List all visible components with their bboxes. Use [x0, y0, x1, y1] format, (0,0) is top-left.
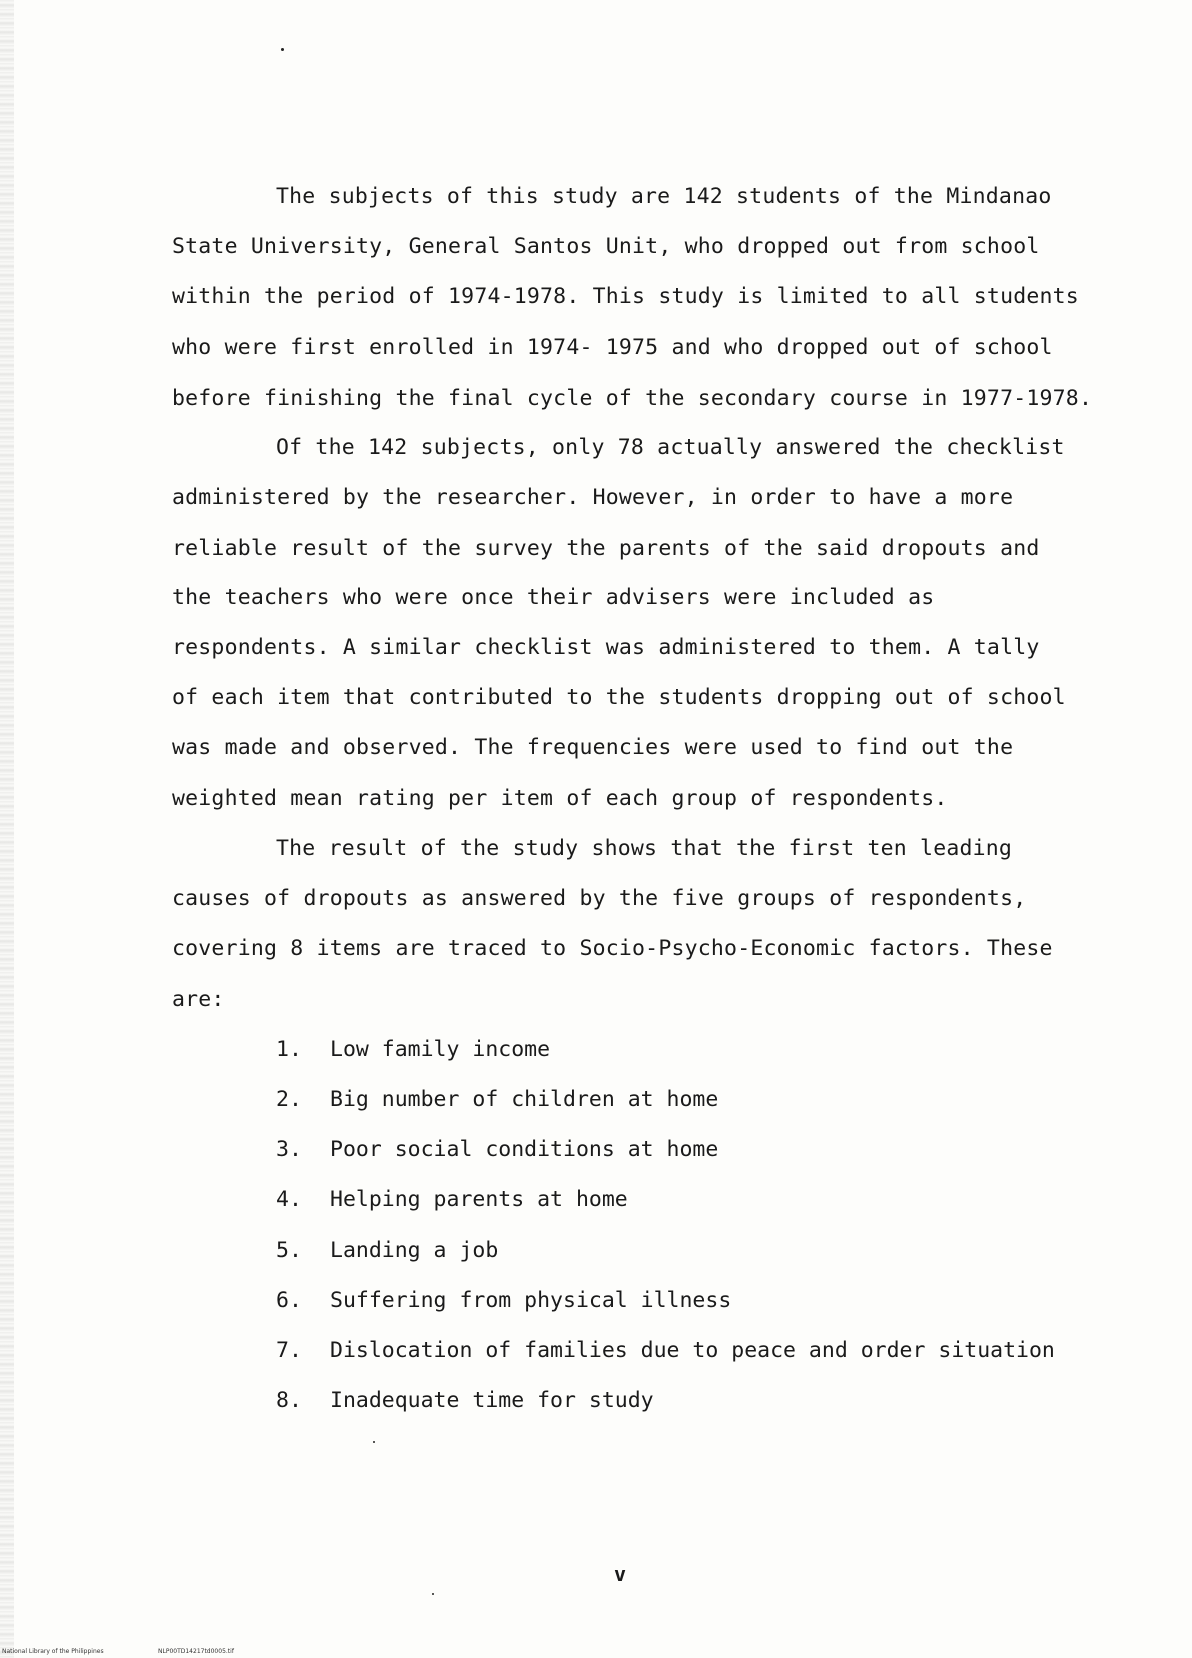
paragraph-2-line: of each item that contributed to the students dropping out of school	[172, 685, 1066, 710]
list-item-text: Landing a job	[330, 1238, 499, 1263]
list-item-text: Big number of children at home	[330, 1087, 719, 1112]
scan-speck	[373, 1441, 375, 1443]
paragraph-2-line: reliable result of the survey the parents of the said dropouts and	[172, 536, 1040, 561]
list-item-number: 2.	[276, 1087, 302, 1112]
paragraph-3-line: are:	[172, 987, 225, 1012]
list-item-number: 7.	[276, 1338, 302, 1363]
list-item-number: 6.	[276, 1288, 302, 1313]
paragraph-1-line: State University, General Santos Unit, who dropped out from school	[172, 234, 1040, 259]
paragraph-2-line: was made and observed. The frequencies were used to find out the	[172, 735, 1014, 760]
scan-speck	[432, 1593, 434, 1595]
page-number: v	[614, 1562, 627, 1586]
footer-credit: National Library of the Philippines	[2, 1648, 104, 1655]
list-item-number: 1.	[276, 1037, 302, 1062]
list-item-text: Low family income	[330, 1037, 551, 1062]
list-item-number: 8.	[276, 1388, 302, 1413]
paragraph-1-line: who were first enrolled in 1974- 1975 and who dropped out of school	[172, 335, 1053, 360]
footer-filename: NLP00TD14217td0005.tif	[158, 1648, 234, 1655]
list-item-number: 5.	[276, 1238, 302, 1263]
list-item-text: Suffering from physical illness	[330, 1288, 732, 1313]
list-item-number: 3.	[276, 1137, 302, 1162]
paragraph-1-line: within the period of 1974-1978. This study is limited to all students	[172, 284, 1079, 309]
paragraph-1-line: before finishing the final cycle of the secondary course in 1977-1978.	[172, 386, 1093, 411]
scan-speck	[281, 48, 284, 51]
paragraph-3-line: covering 8 items are traced to Socio-Psycho-Economic factors. These	[172, 936, 1053, 961]
paragraph-2-line: administered by the researcher. However, in order to have a more	[172, 485, 1014, 510]
scan-edge-artifact	[0, 0, 14, 1658]
paragraph-2-line: respondents. A similar checklist was administered to them. A tally	[172, 635, 1040, 660]
list-item-text: Inadequate time for study	[330, 1388, 654, 1413]
paragraph-2-line: weighted mean rating per item of each group of respondents.	[172, 786, 948, 811]
paragraph-3-line: causes of dropouts as answered by the five groups of respondents,	[172, 886, 1027, 911]
list-item-text: Poor social conditions at home	[330, 1137, 719, 1162]
paragraph-2-line: the teachers who were once their advisers were included as	[172, 585, 935, 610]
list-item-number: 4.	[276, 1187, 302, 1212]
list-item-text: Dislocation of families due to peace and order situation	[330, 1338, 1055, 1363]
paragraph-1-line: The subjects of this study are 142 students of the Mindanao	[276, 184, 1052, 209]
paragraph-3-line: The result of the study shows that the first ten leading	[276, 836, 1013, 861]
list-item-text: Helping parents at home	[330, 1187, 628, 1212]
paragraph-2-line: Of the 142 subjects, only 78 actually answered the checklist	[276, 435, 1065, 460]
